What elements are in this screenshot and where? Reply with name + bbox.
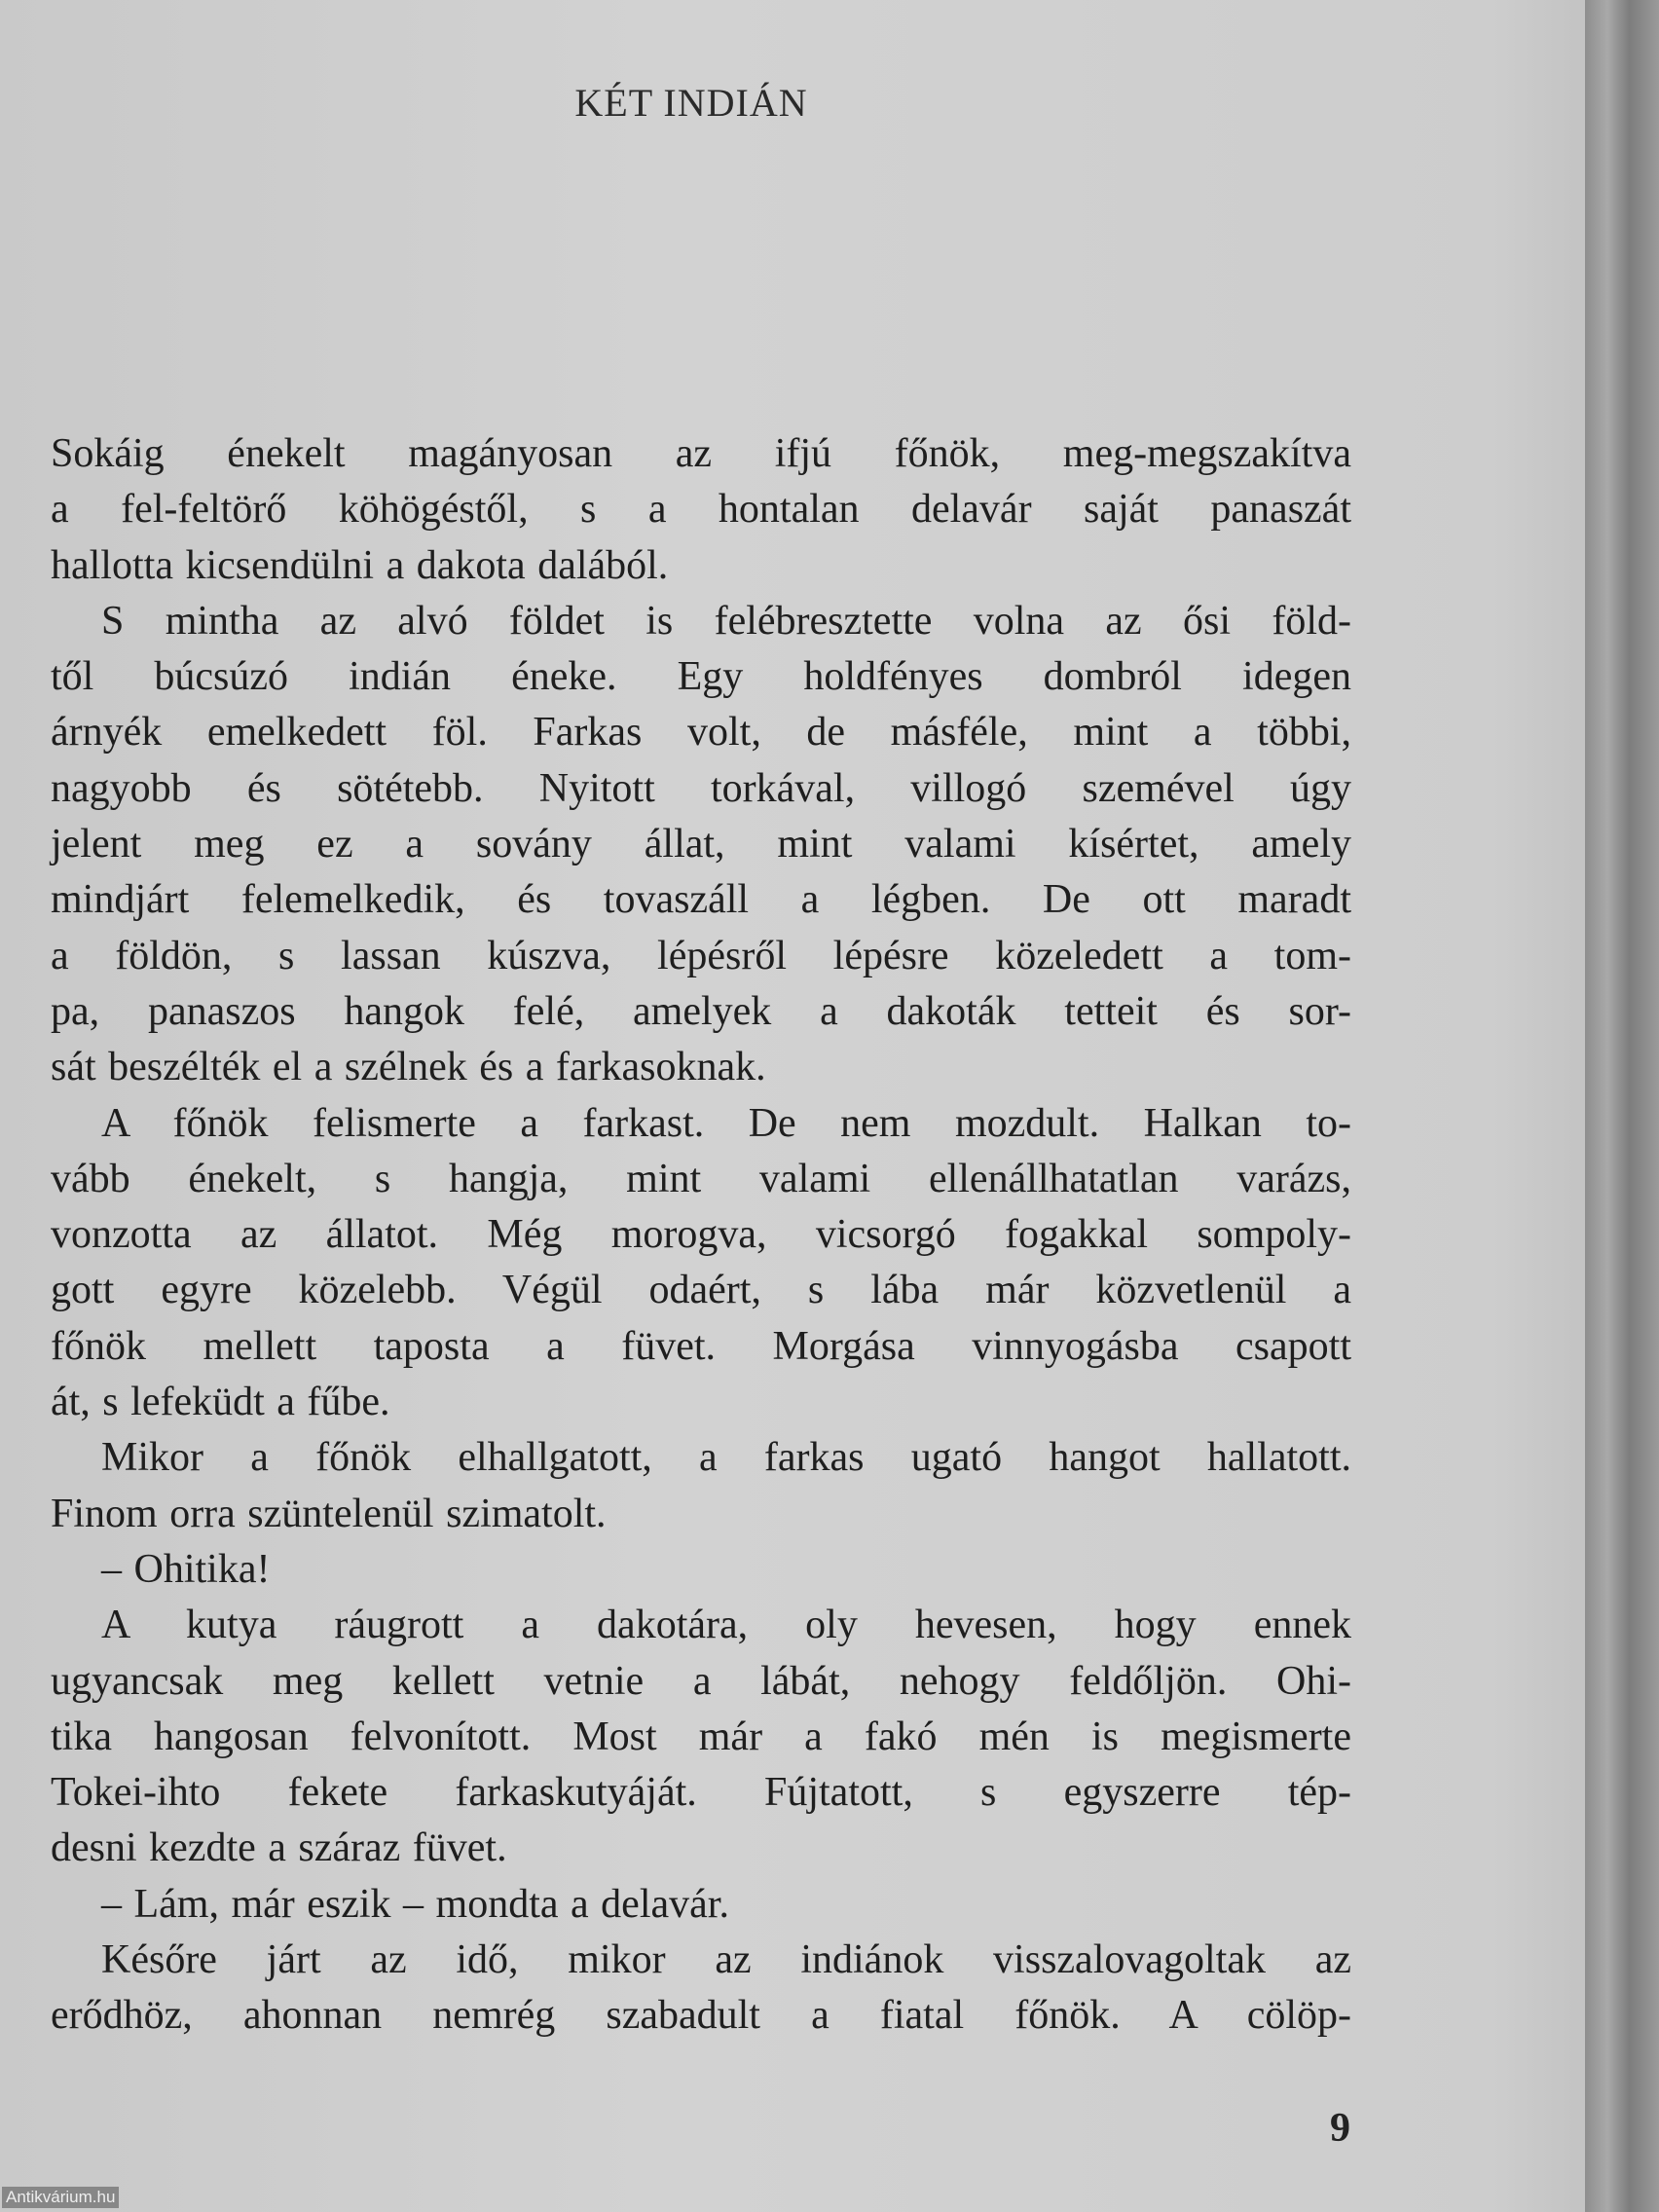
text-line: pa, panaszos hangok felé, amelyek a dakoták tetteit és sor- xyxy=(51,988,1351,1034)
text-line: Későre járt az idő, mikor az indiánok visszalovagoltak az xyxy=(101,1937,1351,1983)
text-line: a fel-feltörő köhögéstől, s a hontalan delavár saját panaszát xyxy=(51,487,1351,533)
text-line: Sokáig énekelt magányosan az ifjú főnök, meg-megszakítva xyxy=(51,431,1351,476)
book-binding-edge xyxy=(1585,0,1659,2212)
text-line: gott egyre közelebb. Végül odaért, s lába már közvetlenül a xyxy=(51,1268,1351,1313)
text-line: – Ohitika! xyxy=(101,1546,271,1592)
page-number: 9 xyxy=(1330,2106,1350,2151)
chapter-title: KÉT INDIÁN xyxy=(574,81,808,125)
text-line: jelent meg ez a sovány állat, mint valami kísértet, amely xyxy=(51,822,1351,867)
text-line: – Lám, már eszik – mondta a delavár. xyxy=(101,1881,729,1927)
text-line: főnök mellett taposta a füvet. Morgása vinnyogásba csapott xyxy=(51,1323,1351,1369)
text-line: től búcsúzó indián éneke. Egy holdfényes dombról idegen xyxy=(51,654,1351,700)
text-line: vonzotta az állatot. Még morogva, vicsorgó fogakkal sompoly- xyxy=(51,1212,1351,1258)
text-line: S mintha az alvó földet is felébresztette volna az ősi föld- xyxy=(101,598,1351,644)
text-line: vább énekelt, s hangja, mint valami ellenállhatatlan varázs, xyxy=(51,1156,1351,1201)
text-line: A kutya ráugrott a dakotára, oly hevesen, hogy ennek xyxy=(101,1603,1351,1648)
text-line: mindjárt felemelkedik, és tovaszáll a légben. De ott maradt xyxy=(51,877,1351,923)
text-line: desni kezdte a száraz füvet. xyxy=(51,1825,507,1871)
watermark: Antikvárium.hu xyxy=(2,2187,119,2208)
text-line: tika hangosan felvonított. Most már a fakó mén is megismerte xyxy=(51,1714,1351,1759)
text-line: a földön, s lassan kúszva, lépésről lépésre közeledett a tom- xyxy=(51,933,1351,978)
text-line: hallotta kicsendülni a dakota dalából. xyxy=(51,542,669,588)
text-line: ugyancsak meg kellett vetnie a lábát, nehogy feldőljön. Ohi- xyxy=(51,1658,1351,1704)
text-line: Finom orra szüntelenül szimatolt. xyxy=(51,1491,607,1536)
text-line: erődhöz, ahonnan nemrég szabadult a fiatal főnök. A cölöp- xyxy=(51,1993,1351,2039)
text-line: át, s lefeküdt a fűbe. xyxy=(51,1380,390,1425)
text-line: nagyobb és sötétebb. Nyitott torkával, villogó szemével úgy xyxy=(51,765,1351,811)
text-line: Mikor a főnök elhallgatott, a farkas ugató hangot hallatott. xyxy=(101,1435,1351,1481)
text-line: árnyék emelkedett föl. Farkas volt, de másféle, mint a többi, xyxy=(51,710,1351,756)
text-line: sát beszélték el a szélnek és a farkasoknak. xyxy=(51,1045,766,1090)
text-line: A főnök felismerte a farkast. De nem mozdult. Halkan to- xyxy=(101,1100,1351,1146)
text-line: Tokei-ihto fekete farkaskutyáját. Fújtatott, s egyszerre tép- xyxy=(51,1770,1351,1816)
body-text xyxy=(51,426,1351,2045)
